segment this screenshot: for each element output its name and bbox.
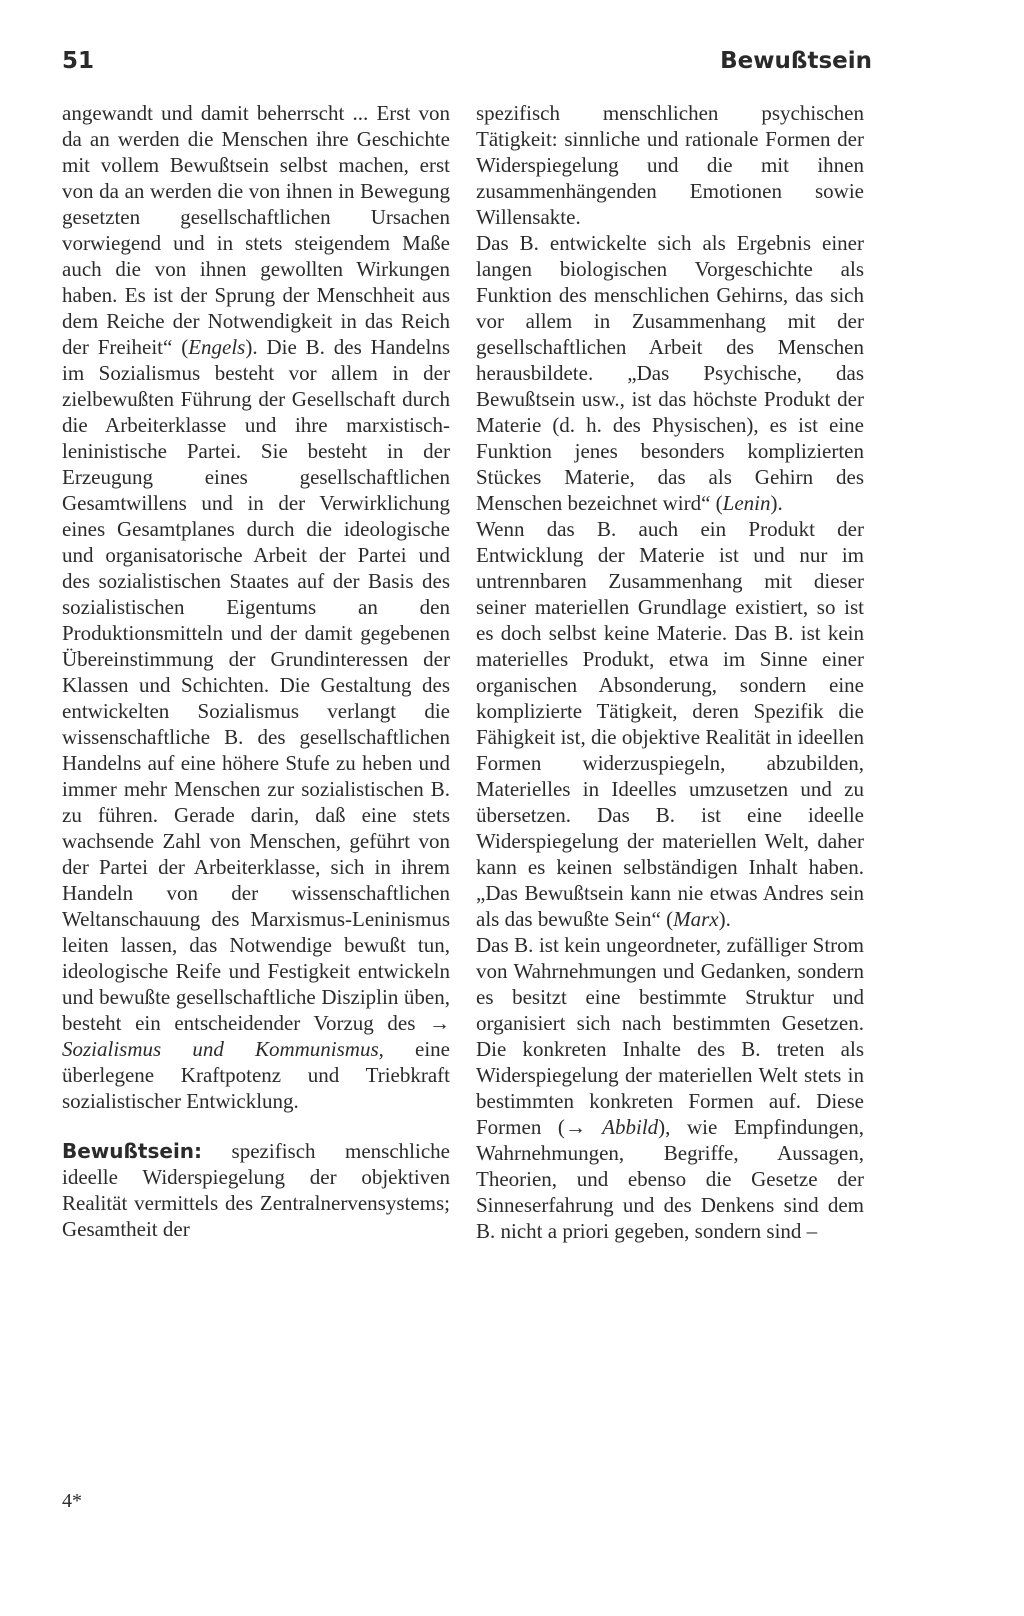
- author-reference: Lenin: [722, 491, 771, 515]
- author-reference: Engels: [188, 335, 246, 359]
- text-run: ).: [770, 491, 783, 515]
- text-run: Wenn das B. auch ein Produkt der Entwicklung der Materie ist und nur im untrennbaren Zusammenhang mit dieser seiner materiellen Grundlage existiert, so ist es doch selbst keine Materie. Das B. ist kein materielles Produkt, etwa im Sinne einer organischen Absonderung, sondern eine komplizierte Tätigkeit, deren Spezifik die Fähigkeit ist, die objektive Realität in ideellen Formen widerzuspiegeln, abzubilden, Materielles in Ideelles umzusetzen und zu übersetzen. Das B. ist eine ideelle Widerspiegelung der materiellen Welt, daher kann es keinen selbständigen Inhalt haben. „Das Bewußtsein kann nie etwas Andres sein als das bewußte Sein“ (: [476, 517, 864, 931]
- text-run: ).: [718, 907, 731, 931]
- left-column: [62, 100, 450, 1242]
- text-run: angewandt und damit beherrscht ... Erst von da an werden die Menschen ihre Geschichte mit vollem Bewußtsein selbst machen, erst von da an werden die von ihnen in Bewegung gesetzten gesellschaftlichen Ursachen vorwiegend und in stets steigendem Maße auch die von ihnen gewollten Wirkungen haben. Es ist der Sprung der Menschheit aus dem Reiche der Notwendigkeit in das Reich der Freiheit“ (: [62, 101, 450, 359]
- text-run: Das B. ist kein ungeordneter, zufälliger Strom von Wahrnehmungen und Gedanken, sondern es besitzt eine bestimmte Struktur und organisiert sich nach bestimmten Gesetzen. Die konkreten Inhalte des B. treten als Widerspiegelung der materiellen Welt stets in bestimmten konkreten Formen auf. Diese Formen (: [476, 933, 864, 1139]
- author-reference: Marx: [673, 907, 719, 931]
- running-head: Bewußtsein: [720, 48, 872, 74]
- cross-reference: → Abbild: [564, 1115, 659, 1139]
- right-column: [476, 100, 864, 1244]
- paragraph: [62, 100, 450, 1114]
- paragraph: [476, 230, 864, 516]
- text-run: ). Die B. des Handelns im Sozialismus besteht vor allem in der zielbewußten Führung der Gesellschaft durch die Arbeiterklasse und ihre marxistisch-leninistische Partei. Sie besteht in der Erzeugung eines gesellschaftlichen Gesamtwillens und in der Verwirklichung eines Gesamtplanes durch die ideologische und organisatorische Arbeit der Partei und des sozialistischen Staates auf der Basis des sozialistischen Eigentums an den Produktionsmitteln und der damit gegebenen Übereinstimmung der Grundinteressen der Klassen und Schichten. Die Gestaltung des entwickelten Sozialismus verlangt die wissenschaftliche B. des gesellschaftlichen Handelns auf eine höhere Stufe zu heben und immer mehr Menschen zur sozialistischen B. zu führen. Gerade darin, daß eine stets wachsende Zahl von Menschen, geführt von der Partei der Arbeiterklasse, sich in ihrem Handeln von der wissenschaftlichen Weltanschauung des Marxismus-Leninismus leiten lassen, das Notwendige bewußt tun, ideologische Reife und Festigkeit entwickeln und bewußte gesellschaftliche Disziplin üben, besteht ein entscheidender Vorzug des: [62, 335, 450, 1035]
- text-run: ), wie Empfindungen, Wahrnehmungen, Begriffe, Aussagen, Theorien, und ebenso die Gesetze der Sinneserfahrung und des Denkens sind dem B. nicht a priori gegeben, sondern sind –: [476, 1115, 865, 1243]
- paragraph: spezifisch menschlichen psychischen Tätigkeit: sinnliche und rationale Formen der Widerspiegelung und die mit ihnen zusammenhängenden Emotionen sowie Willensakte.: [476, 101, 864, 229]
- page-number: 51: [62, 48, 95, 74]
- dictionary-entry: [62, 1138, 450, 1242]
- entry-term: Bewußtsein:: [62, 1139, 203, 1163]
- paragraph: [476, 516, 864, 932]
- paragraph: [476, 932, 864, 1244]
- cross-reference: → Sozialismus und Kommunismus: [62, 1011, 450, 1061]
- text-run: , eine überlegene Kraftpotenz und Triebkraft sozialistischer Entwicklung.: [62, 1037, 450, 1113]
- text-run: Das B. entwickelte sich als Ergebnis einer langen biologischen Vorgeschichte als Funktion des menschlichen Gehirns, das sich vor allem in Zusammenhang mit der gesellschaftlichen Arbeit des Menschen herausbildete. „Das Psychische, das Bewußtsein usw., ist das höchste Produkt der Materie (d. h. des Physischen), es ist eine Funktion jenes besonders komplizierten Stückes Materie, das als Gehirn des Menschen bezeichnet wird“ (: [476, 231, 864, 515]
- signature-mark: 4*: [62, 1490, 82, 1512]
- entry-definition: spezifisch menschliche ideelle Widerspiegelung der objektiven Realität vermittels des Zentralnervensystems; Gesamtheit der: [62, 1139, 450, 1241]
